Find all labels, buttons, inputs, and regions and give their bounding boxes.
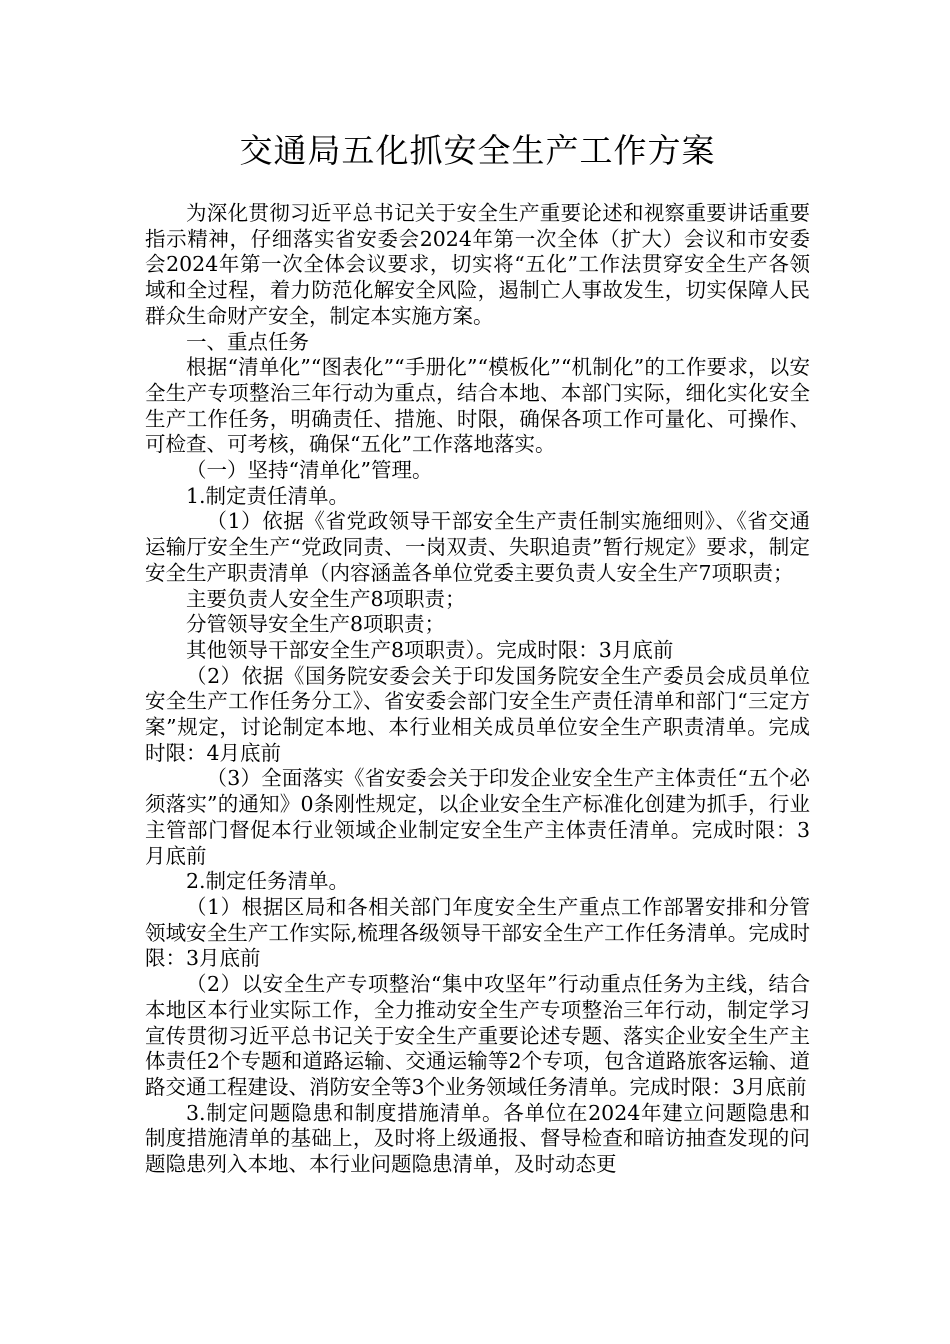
list-item: （1）依据《省党政领导干部安全生产责任制实施细则》、《省交通运输厅安全生产“党政同责、一岗双责、失职追责”暂行规定》要求，制定安全生产职责清单（内容涵盖各单位党委主要负责人安全生产7项职责；: [145, 509, 810, 585]
list-item: （2）依据《国务院安委会关于印发国务院安全生产委员会成员单位安全生产工作任务分工》、省安委会部门安全生产责任清单和部门“三定方案”规定，讨论制定本地、本行业相关成员单位安全生产职责清单。完成时限：4月底前: [145, 663, 810, 765]
list-item: （1）根据区局和各相关部门年度安全生产重点工作部署安排和分管领域安全生产工作实际,梳理各级领导干部安全生产工作任务清单。完成时限：3月底前: [145, 894, 810, 971]
section-heading: 一、重点任务: [186, 329, 309, 354]
list-item: 分管领导安全生产8项职责；: [186, 612, 446, 637]
intro-paragraph: 为深化贯彻习近平总书记关于安全生产重要论述和视察重要讲话重要指示精神，仔细落实省安委会2024年第一次全体（扩大）会议和市安委会2024年第一次全体会议要求，切实将“五化”工作法贯穿安全生产各领域和全过程，着力防范化解安全风险，遏制亡人事故发生，切实保障人民群众生命财产安全，制定本实施方案。: [145, 201, 810, 328]
list-item: 其他领导干部安全生产8项职责）。完成时限：3月底前: [186, 637, 674, 662]
list-item: （3）全面落实《省安委会关于印发企业安全生产主体责任“五个必须落实”的通知》0条刚性规定，以企业安全生产标准化创建为抓手，行业主管部门督促本行业领域企业制定安全生产主体责任清单。完成时限：3月底前: [145, 766, 810, 868]
item-heading: 1.制定责任清单。: [186, 483, 350, 508]
item-heading: 3.制定问题隐患和制度措施清单。各单位在2024年建立问题隐患和制度措施清单的基础上，及时将上级通报、督导检查和暗访抽查发现的问题隐患列入本地、本行业问题隐患清单，及时动态更: [145, 1100, 810, 1177]
subsection-heading: （一）坚持“清单化”管理。: [186, 458, 433, 483]
document-body: [145, 201, 810, 1178]
document-page: [145, 0, 810, 1344]
item-heading: 2.制定任务清单。: [186, 869, 350, 894]
document-title: 交通局五化抓安全生产工作方案: [239, 131, 716, 170]
list-item: 主要负责人安全生产8项职责；: [186, 586, 466, 611]
body-paragraph: 根据“清单化”“图表化”“手册化”“模板化”“机制化”的工作要求，以安全生产专项整治三年行动为重点，结合本地、本部门实际，细化实化安全生产工作任务，明确责任、措施、时限，确保各项工作可量化、可操作、可检查、可考核，确保“五化”工作落地落实。: [145, 355, 810, 457]
list-item: （2）以安全生产专项整治“集中攻坚年”行动重点任务为主线，结合本地区本行业实际工作，全力推动安全生产专项整治三年行动，制定学习宣传贯彻习近平总书记关于安全生产重要论述专题、落实企业安全生产主体责任2个专题和道路运输、交通运输等2个专项，包含道路旅客运输、道路交通工程建设、消防安全等3个业务领域任务清单。完成时限：3月底前: [145, 972, 810, 1099]
